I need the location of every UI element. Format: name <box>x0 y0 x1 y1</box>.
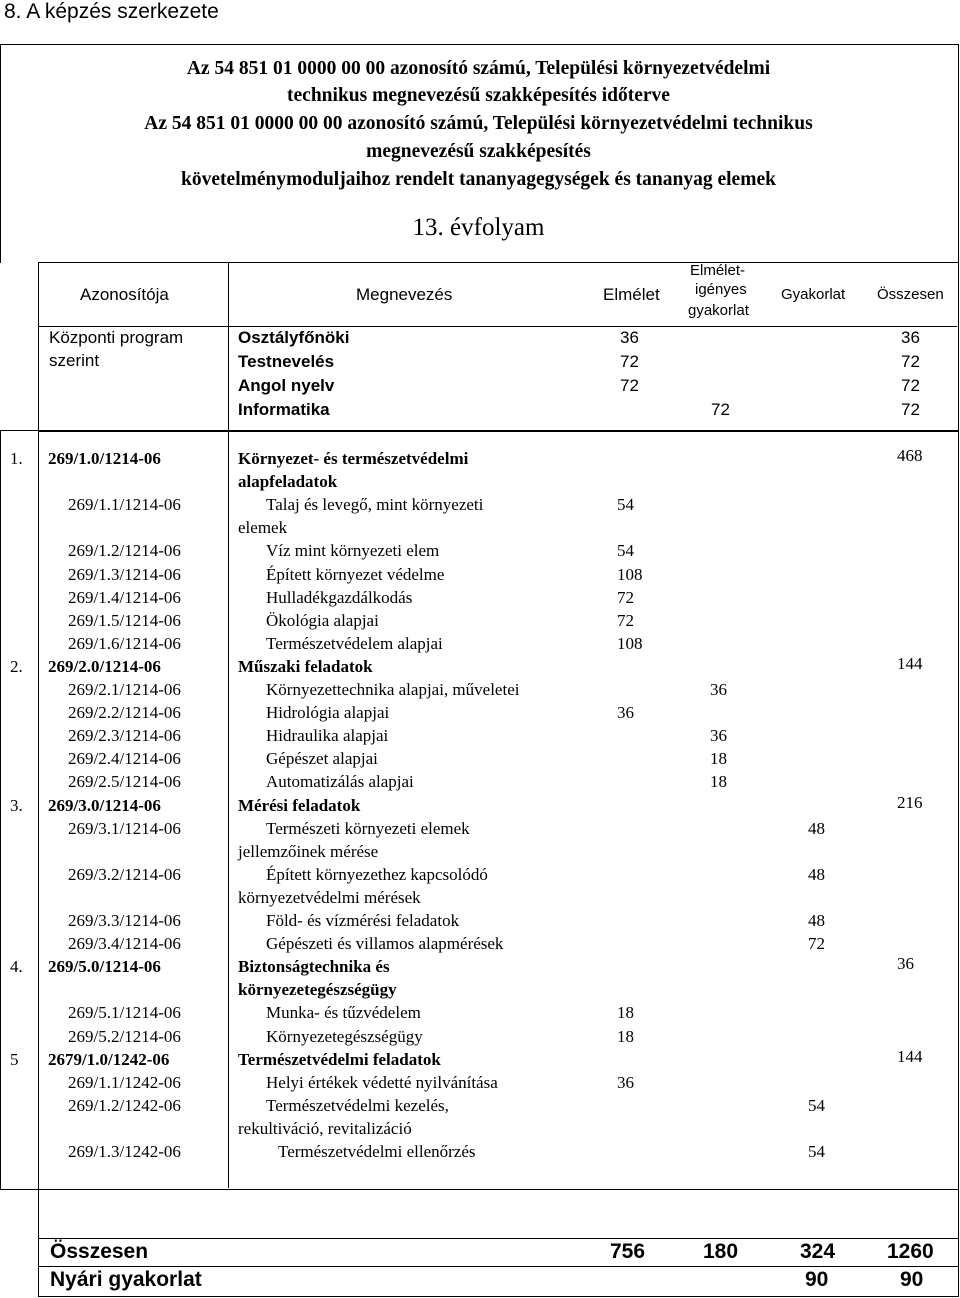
row-id: 269/2.1/1214-06 <box>68 680 181 699</box>
row-theory: 54 <box>617 541 634 561</box>
row-id: 269/2.0/1214-06 <box>48 656 161 676</box>
row-theory: 54 <box>617 495 634 515</box>
row-name: Munka- és tűzvédelem <box>266 1003 421 1023</box>
header-tp-1: Elmélet- <box>690 262 746 279</box>
header-name: Megnevezés <box>356 285 453 304</box>
summary-summer-total: 90 <box>900 1268 924 1291</box>
row-name: Föld- és vízmérési feladatok <box>266 911 460 930</box>
title-line-3: Az 54 851 01 0000 00 00 azonosító számú, Települési környezetvédelmi technikus <box>144 113 813 134</box>
header-tp-2: igényes <box>695 281 747 298</box>
row-id: 269/3.2/1214-06 <box>68 864 181 884</box>
central-row-theory: 72 <box>620 352 639 371</box>
row-theory: 36 <box>617 1072 634 1092</box>
row-name: Természetvédelem alapjai <box>266 633 443 653</box>
row-id: 269/3.0/1214-06 <box>48 795 161 815</box>
row-name: Helyi értékek védetté nyilvánítása <box>266 1072 498 1092</box>
summary-total-label: Összesen <box>50 1240 149 1263</box>
summary-total-tp: 180 <box>703 1240 739 1263</box>
row-name: Természetvédelmi feladatok <box>238 1049 441 1069</box>
central-row-tp: 72 <box>711 400 730 419</box>
title-line-4: megnevezésű szakképesítés <box>366 141 591 162</box>
row-theory: 18 <box>617 1003 634 1023</box>
row-name: Hidrológia alapjai <box>266 703 390 723</box>
row-id: 269/1.5/1214-06 <box>68 610 181 630</box>
central-row-total: 72 <box>901 352 920 371</box>
row-name: környezetegészségügy <box>238 980 397 1000</box>
central-row-total: 72 <box>901 400 920 419</box>
row-theory: 108 <box>617 564 643 584</box>
row-id: 269/2.3/1214-06 <box>68 726 181 746</box>
row-id: 269/1.1/1214-06 <box>68 495 181 515</box>
header-tp-3: gyakorlat <box>688 302 749 319</box>
row-name: Biztonságtechnika és <box>238 957 390 977</box>
row-number: 4. <box>10 957 23 977</box>
row-practice: 54 <box>808 1142 825 1161</box>
row-number: 5 <box>10 1049 19 1069</box>
row-name: környezetvédelmi mérések <box>238 887 421 907</box>
row-number: 2. <box>10 656 23 676</box>
row-id: 269/2.5/1214-06 <box>68 772 181 792</box>
title-line-1: Az 54 851 01 0000 00 00 azonosító számú, Települési környezetvédelmi <box>186 58 771 79</box>
row-name: Természetvédelmi kezelés, <box>266 1095 449 1115</box>
row-id: 269/1.2/1242-06 <box>68 1095 181 1115</box>
central-row-name: Informatika <box>238 400 330 419</box>
row-id: 269/3.4/1214-06 <box>68 934 181 954</box>
central-label-2: szerint <box>49 351 100 370</box>
row-practice: 48 <box>808 818 825 838</box>
central-row-name: Osztályfőnöki <box>238 328 350 347</box>
row-theory: 108 <box>617 633 643 653</box>
row-theory: 36 <box>617 703 634 723</box>
row-name: Hulladékgazdálkodás <box>266 587 413 607</box>
central-row-name: Angol nyelv <box>238 376 335 395</box>
row-theory: 72 <box>617 587 634 607</box>
row-name: Gépészeti és villamos alapmérések <box>266 934 504 954</box>
row-name: Természetvédelmi ellenőrzés <box>278 1142 476 1161</box>
central-row-total: 72 <box>901 376 920 395</box>
row-id: 269/2.2/1214-06 <box>68 703 181 723</box>
row-name: jellemzőinek mérése <box>238 841 379 861</box>
row-name: Műszaki feladatok <box>238 656 373 676</box>
row-id: 269/1.2/1214-06 <box>68 541 181 561</box>
central-row-total: 36 <box>901 328 920 347</box>
row-number: 3. <box>10 795 23 815</box>
row-practice: 72 <box>808 934 825 954</box>
row-name: Épített környezethez kapcsolódó <box>266 864 488 884</box>
row-name: Környezettechnika alapjai, műveletei <box>266 680 520 699</box>
summary-total-practice: 324 <box>800 1240 836 1263</box>
central-row-theory: 36 <box>620 328 639 347</box>
row-name: Környezet- és természetvédelmi <box>238 449 469 468</box>
row-name: Talaj és levegő, mint környezeti <box>266 495 484 515</box>
row-id: 2679/1.0/1242-06 <box>48 1049 170 1069</box>
summary-total-all: 1260 <box>887 1240 934 1263</box>
row-practice: 48 <box>808 911 825 930</box>
row-id: 269/1.4/1214-06 <box>68 587 181 607</box>
row-id: 269/1.3/1242-06 <box>68 1142 181 1161</box>
row-name: Épített környezet védelme <box>266 564 445 584</box>
row-total: 468 <box>897 446 923 465</box>
row-total: 144 <box>897 1046 923 1066</box>
row-total: 144 <box>897 653 923 673</box>
row-theory: 72 <box>617 610 634 630</box>
row-id: 269/5.1/1214-06 <box>68 1003 181 1023</box>
row-name: Természeti környezeti elemek <box>266 818 470 838</box>
row-name: Mérési feladatok <box>238 795 361 815</box>
summary-summer-label: Nyári gyakorlat <box>50 1268 202 1291</box>
row-id: 269/1.1/1242-06 <box>68 1072 181 1092</box>
title-line-5: követelménymoduljaihoz rendelt tananyagegységek és tananyag elemek <box>181 169 776 190</box>
row-number: 1. <box>10 449 23 468</box>
row-practice: 48 <box>808 864 825 884</box>
row-name: rekultiváció, revitalizáció <box>238 1118 412 1138</box>
summary-summer-practice: 90 <box>805 1268 829 1291</box>
header-total: Összesen <box>877 286 944 303</box>
row-id: 269/1.6/1214-06 <box>68 633 181 653</box>
central-row-name: Testnevelés <box>238 352 335 371</box>
row-name: Ökológia alapjai <box>266 610 379 630</box>
summary-total-theory: 756 <box>610 1240 646 1263</box>
row-name: alapfeladatok <box>238 472 338 492</box>
row-total: 216 <box>897 792 923 812</box>
header-theory: Elmélet <box>603 285 660 304</box>
row-id: 269/2.4/1214-06 <box>68 749 181 769</box>
header-practice: Gyakorlat <box>781 286 846 303</box>
row-tp: 18 <box>710 772 727 792</box>
row-name: Hidraulika alapjai <box>266 726 389 746</box>
row-tp: 36 <box>710 726 727 746</box>
row-name: Víz mint környezeti elem <box>266 541 440 561</box>
row-total: 36 <box>897 954 914 974</box>
row-id: 269/3.1/1214-06 <box>68 818 181 838</box>
row-id: 269/1.0/1214-06 <box>48 449 161 468</box>
row-name: elemek <box>238 518 288 538</box>
row-name: Gépészet alapjai <box>266 749 378 769</box>
row-id: 269/3.3/1214-06 <box>68 911 181 930</box>
row-name: Környezetegészségügy <box>266 1026 423 1046</box>
title-line-2: technikus megnevezésű szakképesítés időterve <box>287 85 670 106</box>
grade-title: 13. évfolyam <box>412 214 545 241</box>
central-row-theory: 72 <box>620 376 639 395</box>
row-tp: 36 <box>710 680 727 699</box>
row-theory: 18 <box>617 1026 634 1046</box>
row-name: Automatizálás alapjai <box>266 772 414 792</box>
row-id: 269/5.2/1214-06 <box>68 1026 181 1046</box>
central-label-1: Központi program <box>49 328 184 347</box>
row-id: 269/5.0/1214-06 <box>48 957 161 977</box>
row-practice: 54 <box>808 1095 825 1115</box>
row-id: 269/1.3/1214-06 <box>68 564 181 584</box>
header-id: Azonosítója <box>80 285 169 304</box>
row-tp: 18 <box>710 749 727 769</box>
section-heading: 8. A képzés szerkezete <box>4 0 219 23</box>
